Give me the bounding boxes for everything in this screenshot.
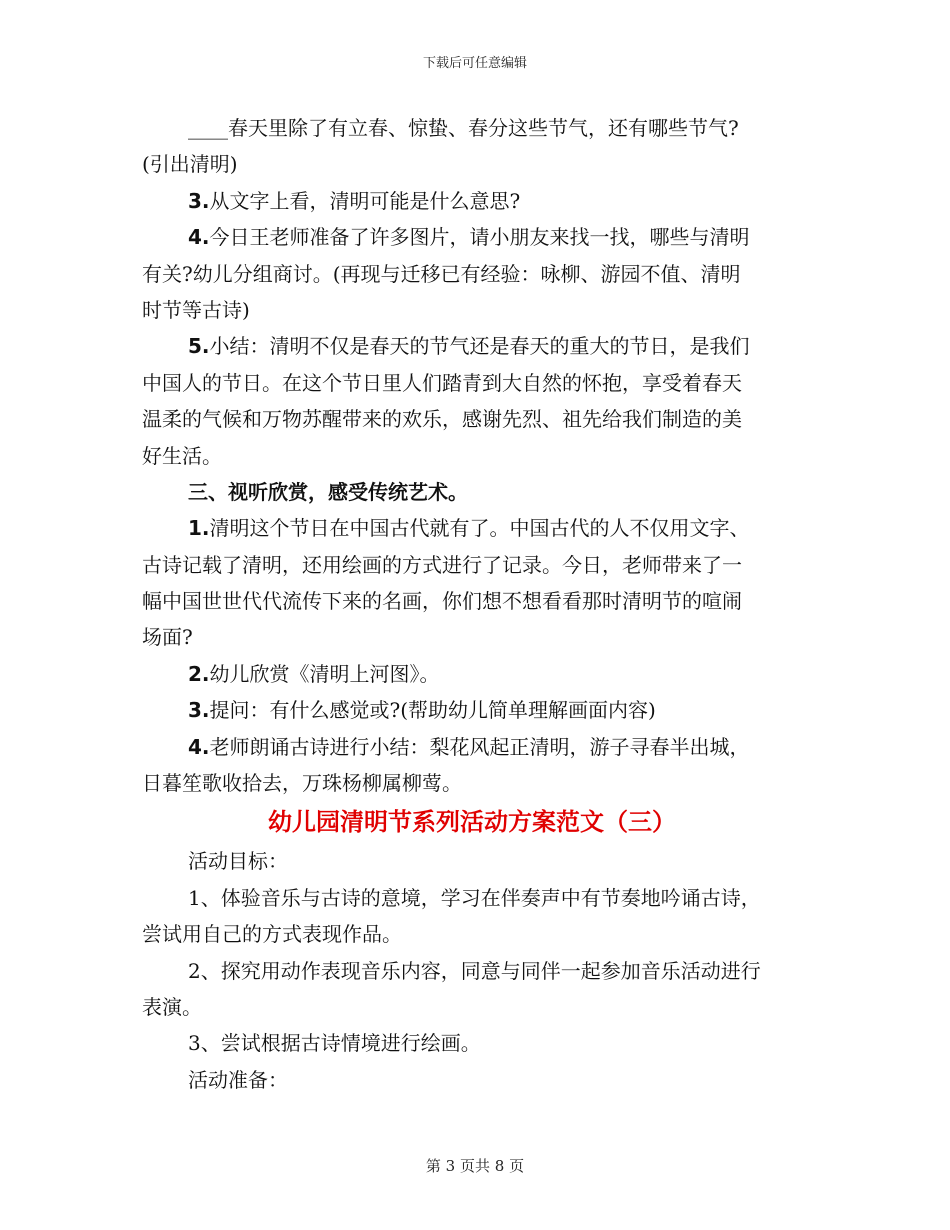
item-number: 4. bbox=[188, 225, 210, 250]
text-line: 1、体验音乐与古诗的意境，学习在伴奏声中有节奏地吟诵古诗， bbox=[188, 885, 761, 910]
text-line: 温柔的气候和万物苏醒带来的欢乐，感谢先烈、祖先给我们制造的美 bbox=[142, 407, 742, 432]
item-number: 1. bbox=[188, 516, 210, 541]
activity-goals-label: 活动目标： bbox=[188, 849, 288, 874]
text-line: 尝试用自己的方式表现作品。 bbox=[142, 922, 402, 947]
paragraph-item-2 bbox=[142, 656, 812, 692]
item-number: 5. bbox=[188, 334, 210, 359]
item-number: 3. bbox=[188, 698, 210, 723]
item-text: 幼儿欣赏《清明上河图》。 bbox=[209, 661, 440, 686]
activity-prep-label: 活动准备： bbox=[188, 1067, 288, 1092]
text-line bbox=[142, 183, 812, 219]
text-line bbox=[142, 656, 812, 692]
text-line: 中国人的节日。在这个节日里人们踏青到大自然的怀抱，享受着春天 bbox=[142, 370, 742, 395]
text-line: 古诗记载了清明，还用绘画的方式进行了记录。今日，老师带来了一 bbox=[142, 552, 742, 577]
text-line: (引出清明) bbox=[142, 152, 238, 177]
paragraph-item-5-summary bbox=[142, 328, 812, 474]
text-line: 幅中国世世代代流传下来的名画，你们想不想看看那时清明节的喧闹 bbox=[142, 589, 742, 614]
goal-item-1 bbox=[142, 880, 812, 953]
text-line: 表演。 bbox=[142, 994, 202, 1019]
paragraph-item-3 bbox=[142, 183, 812, 219]
text-line: 日暮笙歌收拾去，万珠杨柳属柳莺。 bbox=[142, 771, 462, 796]
text-line bbox=[142, 729, 812, 765]
item-number: 4. bbox=[188, 734, 210, 759]
paragraph-seasons-question bbox=[142, 110, 812, 183]
paragraph-item-4-poem bbox=[142, 729, 812, 802]
text-line: 有关?幼儿分组商讨。(再现与迁移已有经验：咏柳、游园不值、清明 bbox=[142, 261, 741, 286]
section-title: 幼儿园清明节系列活动方案范文（三） bbox=[268, 807, 676, 837]
paragraph-item-3-question bbox=[142, 692, 812, 728]
goal-item-3: 3、尝试根据古诗情境进行绘画。 bbox=[188, 1031, 481, 1056]
page-footer: 第 3 页共 8 页 bbox=[425, 1157, 525, 1175]
page-header: 下载后可任意编辑 bbox=[422, 56, 527, 71]
text-line: 好生活。 bbox=[142, 443, 222, 468]
text-line bbox=[142, 692, 812, 728]
text-line: 场面? bbox=[142, 625, 193, 650]
goal-item-2 bbox=[142, 953, 812, 1026]
text-line bbox=[142, 510, 812, 546]
document-body bbox=[142, 110, 812, 1098]
text-line: 2、探究用动作表现音乐内容，同意与同伴一起参加音乐活动进行 bbox=[188, 958, 761, 983]
item-text: 今日王老师准备了许多图片，请小朋友来找一找，哪些与清明 bbox=[209, 225, 750, 250]
item-number: 2. bbox=[188, 661, 210, 686]
item-text: 小结：清明不仅是春天的节气还是春天的重大的节日，是我们 bbox=[209, 334, 750, 359]
paragraph-item-4 bbox=[142, 219, 812, 328]
text-line bbox=[142, 328, 812, 364]
item-text: 老师朗诵古诗进行小结：梨花风起正清明，游子寻春半出城， bbox=[209, 734, 750, 759]
item-number: 3. bbox=[188, 188, 210, 213]
item-text: 提问：有什么感觉或?(帮助幼儿简单理解画面内容) bbox=[209, 698, 656, 723]
text-line: 时节等古诗) bbox=[142, 297, 250, 322]
item-text: 清明这个节日在中国古代就有了。中国古代的人不仅用文字、 bbox=[209, 516, 750, 541]
paragraph-item-1 bbox=[142, 510, 812, 656]
text-line: ____春天里除了有立春、惊蛰、春分这些节气，还有哪些节气? bbox=[188, 116, 739, 140]
item-text: 从文字上看，清明可能是什么意思? bbox=[209, 188, 521, 213]
section-heading: 三、视听欣赏，感受传统艺术。 bbox=[188, 479, 468, 504]
text-line bbox=[142, 219, 812, 255]
